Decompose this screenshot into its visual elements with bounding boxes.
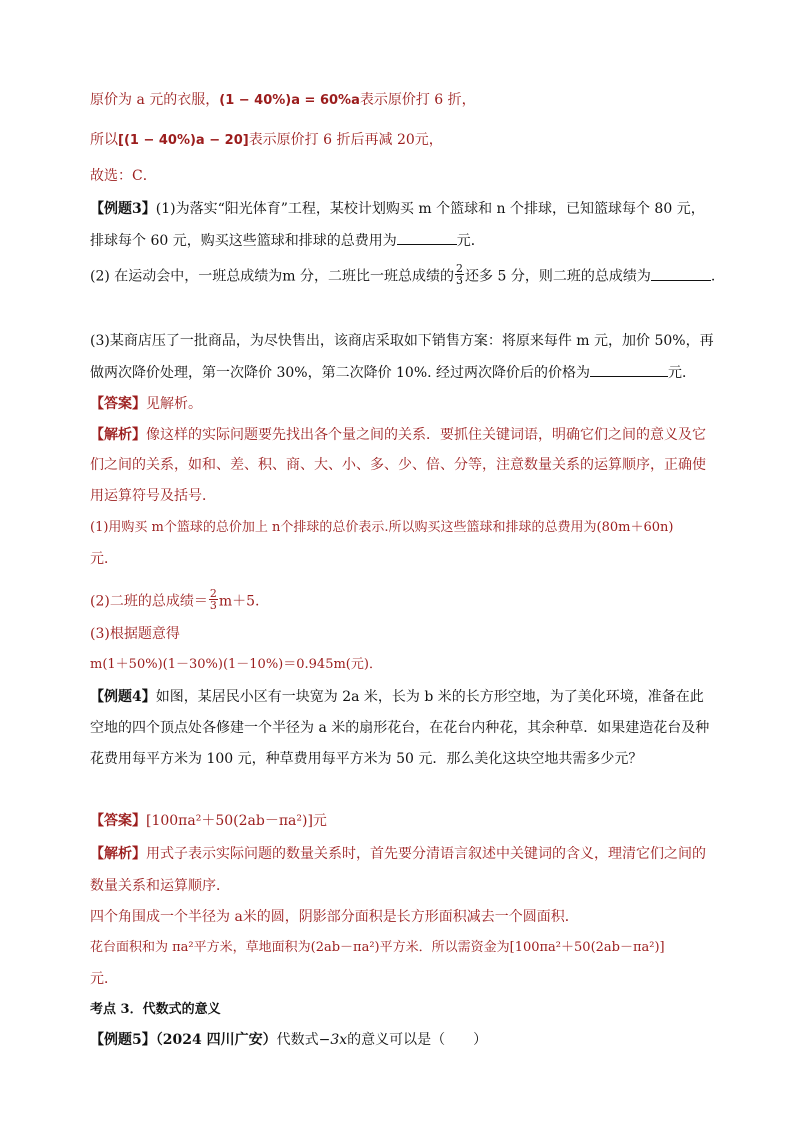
- ex4-question-line3: 花费用每平方米为 100 元，种草费用每平方米为 50 元．那么美化这块空地共需多少元？: [90, 751, 643, 767]
- section-heading-kaodian-3: 考点 3．代数式的意义: [90, 1002, 221, 1017]
- ex3-part3-line2: 做两次降价处理，第一次降价 30%，第二次降价 10%. 经过两次降价后的价格为 元．: [90, 362, 696, 382]
- ex3-part2: (2) 在运动会中，一班总成绩为m 分，二班比一班总成绩的 $\frac{2}{3}$ 还多 5 分，则二班的总成绩为 .: [90, 262, 716, 287]
- ex3-solution2: (2)二班的总成绩＝ $\frac{2}{3}$ m＋5.: [90, 587, 260, 612]
- ex4-answer: 【答案】[100πa²＋50(2ab－πa²)]元: [90, 813, 327, 829]
- answer-blank: [651, 266, 711, 281]
- ex3-answer: 【答案】见解析。: [90, 396, 202, 412]
- ex3-solution3-line1: (3)根据题意得: [90, 626, 180, 642]
- ex4-question-line1: 【例题4】如图，某居民小区有一块宽为 2a 米，长为 b 米的长方形空地，为了美化环境，准备在此: [90, 689, 704, 705]
- fraction-two-thirds: $\frac{2}{3}$: [456, 262, 464, 287]
- ex4-analysis-line2: 数量关系和运算顺序．: [90, 878, 230, 894]
- ex3-solution3-line2: m(1＋50%)(1－30%)(1－10%)＝0.945m(元)．: [90, 657, 382, 672]
- answer-blank: [397, 230, 457, 245]
- ex3-solution1-line2: 元．: [90, 551, 118, 567]
- answer-blank: [590, 362, 668, 377]
- ex3-part1-line1: 【例题3】(1)为落实“阳光体育”工程，某校计划购买 m 个篮球和 n 个排球，已知篮球每个 80 元，: [90, 201, 705, 217]
- ex3-analysis-line1: 【解析】像这样的实际问题要先找出各个量之间的关系．要抓住关键词语，明确它们之间的意义及它: [90, 427, 706, 443]
- ex5-question: 【例题5】（2024 四川广安）代数式−3x的意义可以是（ ）: [90, 1032, 488, 1048]
- line-minus-20: 所以[(1 − 40%)a − 20]表示原价打 6 折后再减 20元，: [90, 132, 443, 148]
- ex5-source: （2024 四川广安）: [155, 1032, 277, 1048]
- formula-60-percent: (1 − 40%)a = 60%a: [219, 93, 360, 108]
- ex4-analysis-line1: 【解析】用式子表示实际问题的数量关系时，首先要分清语言叙述中关键词的含义，理清它们之间的: [90, 846, 706, 862]
- ex3-part3-line1: (3)某商店压了一批商品，为尽快售出，该商店采取如下销售方案：将原来每件 m 元，加价 50%，再: [90, 333, 714, 349]
- line-original-price: 原价为 a 元的衣服，(1 − 40%)a = 60%a表示原价打 6 折，: [90, 92, 476, 108]
- ex4-analysis-line3: 四个角围成一个半径为 a米的圆，阴影部分面积是长方形面积减去一个圆面积．: [90, 909, 579, 925]
- ex5-tag: 【例题5】: [90, 1032, 156, 1048]
- ex5-expression: −3x: [318, 1032, 348, 1048]
- ex4-question-line2: 空地的四个顶点处各修建一个半径为 a 米的扇形花台，在花台内种花，其余种草．如果建造花台及种: [90, 720, 710, 736]
- ex3-analysis-line3: 用运算符号及括号．: [90, 488, 216, 504]
- formula-minus-20: [(1 − 40%)a − 20]: [118, 133, 249, 148]
- answer-choice-c: 故选：C．: [90, 168, 157, 184]
- ex4-tag: 【例题4】: [90, 689, 156, 705]
- ex4-analysis-line4: 花台面积和为 πa²平方米，草地面积为(2ab－πa²)平方米．所以需资金为[100πa²＋50(2ab－πa²)]: [90, 940, 665, 955]
- ex3-solution1-line1: (1)用购买 m个篮球的总价加上 n个排球的总价表示.所以购买这些篮球和排球的总费用为(80m＋60n): [90, 520, 674, 535]
- ex3-analysis-line2: 们之间的关系，如和、差、积、商、大、小、多、少、倍、分等，注意数量关系的运算顺序，正确使: [90, 457, 706, 473]
- ex4-analysis-line5: 元．: [90, 971, 118, 987]
- ex3-tag: 【例题3】: [90, 201, 156, 217]
- ex3-part1-line2: 排球每个 60 元，购买这些篮球和排球的总费用为 元．: [90, 230, 485, 250]
- fraction-two-thirds: $\frac{2}{3}$: [209, 587, 217, 612]
